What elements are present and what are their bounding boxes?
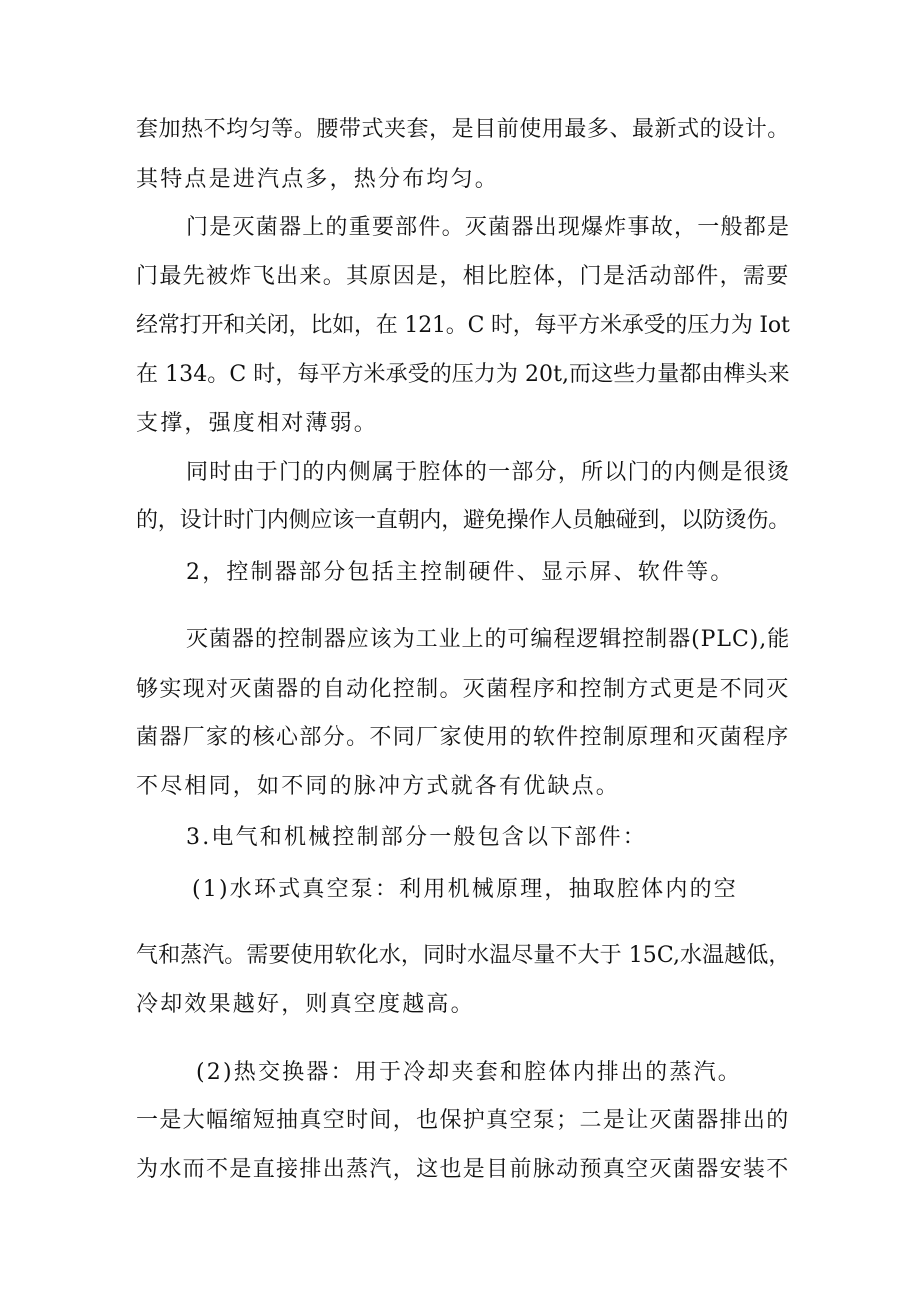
text-line: 菌器厂家的核心部分。不同厂家使用的软件控制原理和灭菌程序 <box>136 725 790 750</box>
text-line: 3.电气和机械控制部分一般包含以下部件： <box>186 825 647 850</box>
text-line: 一是大幅缩短抽真空时间，也保护真空泵；二是让灭菌器排出的 <box>136 1108 790 1133</box>
text-line: 气和蒸汽。需要使用软化水，同时水温尽量不大于 15C,水温越低， <box>136 943 791 968</box>
text-line: 门最先被炸飞出来。其原因是，相比腔体，门是活动部件，需要 <box>136 264 790 289</box>
text-line: 其特点是进汽点多，热分布均匀。 <box>136 167 500 192</box>
text-line: (2)热交换器：用于冷却夹套和腔体内排出的蒸汽。 <box>196 1060 742 1085</box>
text-line: 冷却效果越好，则真空度越高。 <box>136 992 475 1017</box>
text-line: 的，设计时门内侧应该一直朝内，避免操作人员触碰到，以防烫伤。 <box>136 508 791 533</box>
text-line: 灭菌器的控制器应该为工业上的可编程逻辑控制器(PLC),能 <box>186 627 791 652</box>
text-line: (1)水环式真空泵：利用机械原理，抽取腔体内的空 <box>192 877 738 902</box>
text-line: 够实现对灭菌器的自动化控制。灭菌程序和控制方式更是不同灭 <box>136 677 790 702</box>
text-line: 同时由于门的内侧属于腔体的一部分，所以门的内侧是很烫 <box>186 460 791 485</box>
text-line: 在 134。C 时，每平方米承受的压力为 20t,而这些力量都由榫头来 <box>136 362 790 387</box>
text-line: 经常打开和关闭，比如，在 121。C 时，每平方米承受的压力为 Iot <box>136 313 790 338</box>
text-line: 支撑，强度相对薄弱。 <box>136 411 379 436</box>
text-line: 2，控制器部分包括主控制硬件、显示屏、软件等。 <box>186 560 735 585</box>
text-line: 为水而不是直接排出蒸汽，这也是目前脉动预真空灭菌器安装不 <box>136 1157 790 1182</box>
text-line: 套加热不均匀等。腰带式夹套，是目前使用最多、最新式的设计。 <box>136 117 790 142</box>
text-line: 门是灭菌器上的重要部件。灭菌器出现爆炸事故，一般都是 <box>186 215 791 240</box>
text-line: 不尽相同，如不同的脉冲方式就各有优缺点。 <box>136 774 621 799</box>
